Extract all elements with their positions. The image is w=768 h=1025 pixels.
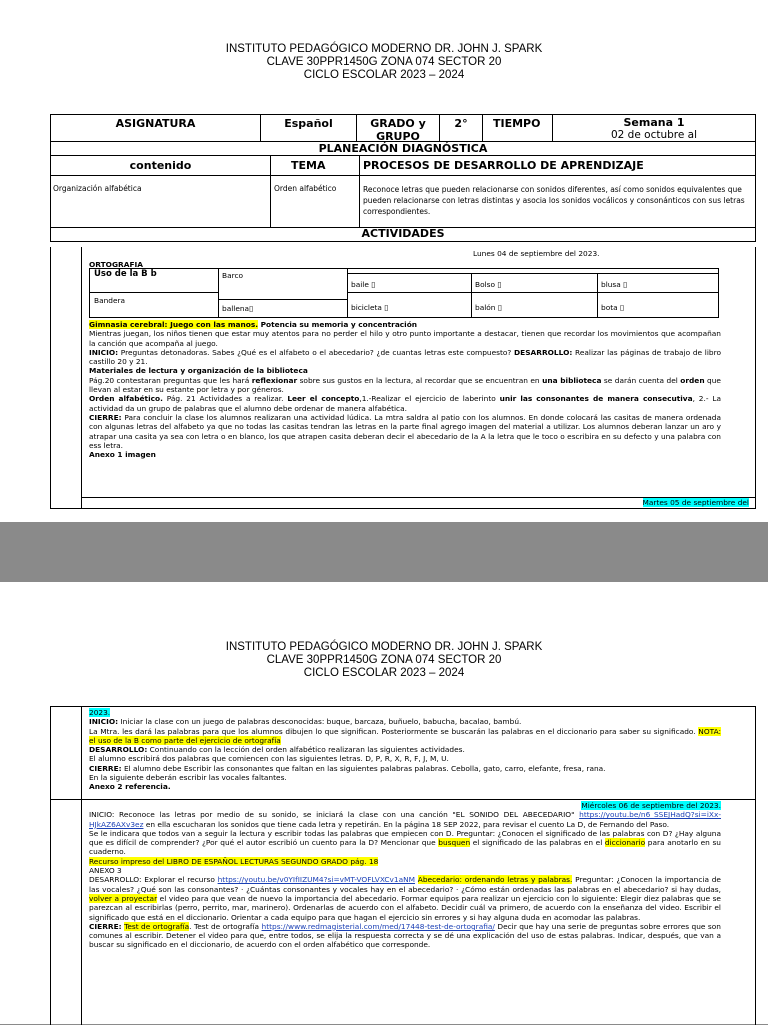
day2-body (89, 708, 721, 792)
word-blusa: blusa ▯ (598, 273, 718, 293)
word-bolso: Bolso ▯ (472, 273, 598, 293)
gimnasia-line: Gimnasia cerebral: Juego con las manos. Potencia su memoria y concentración (89, 320, 418, 329)
day3-date-line: Miércoles 06 de septiembre del 2023. (581, 801, 721, 810)
semana-date: 02 de octubre al (610, 129, 698, 141)
contenido-value: Organización alfabética (51, 176, 271, 228)
page-header (0, 43, 768, 82)
semana-label: Semana 1 (623, 116, 685, 129)
word-baile: baile ▯ (348, 273, 472, 293)
orden-paragraph: Orden alfabético. Pág. 21 Actividades a realizar. Leer el concepto,1.-Realizar el ejercicio de laberinto unir las consonantes de manera consecutiva, 2.- La actividad da un grupo de palabras que el alumno debe ordenar de manera alfabética. (89, 394, 721, 413)
day2-year: 2023. (89, 708, 111, 717)
anexo3-label: ANEXO 3 (89, 866, 122, 876)
asignatura-label: ASIGNATURA (51, 115, 261, 142)
planeacion-title: PLANEACIÓN DIAGNÓSTICA (51, 142, 755, 156)
words-table (89, 268, 719, 318)
next-day-date: Martes 05 de septiembre del (642, 498, 749, 507)
gimnasia-desc: Mientras juegan, los niños tienen que estar muy atentos para no perder el hilo y otro punto importante a destacar, tienen que recordar los movimientos que acompañan la canción que acompaña al juego. (89, 329, 721, 348)
ortografia-heading: ORTOGRAFIA (89, 260, 143, 269)
day2-inicio: INICIO: Iniciar la clase con un juego de palabras desconocidas: buque, barcaza, buñuelo, babucha, bacalao, bambú. (89, 717, 522, 727)
word-barco: Barco (219, 269, 348, 317)
planning-table (50, 114, 756, 242)
school-year: CICLO ESCOLAR 2023 – 2024 (303, 69, 465, 81)
day3-p3: DESARROLLO: Explorar el recurso https://youtu.be/v0YIfIIZUM4?si=vMT-VOFLVXCv1aNM Abecedario: ordenando letras y palabras. Preguntar: ¿Conocen la importancia de las vocales? ¿Qué son las consonantes? · ¿Cuántas consonantes y vocales hay en el abecedario? · ¿Cómo están ordenadas las palabras en el abecedario? si hay dudas, volver a proyectar el video para que vean de nuevo la importancia del abecedario. Formar equipos para realizar un ejercicio con lo siguiente: Elegir diez palabras que se parezcan al escribirlas (perro, perrito, mar, marinero). Ordenarlas de acuerdo con el alfabeto. Decidir cuál va primero, de acuerdo con la enseñanza del video. Escribir el significado que está en el diccionario. Orientar a cada equipo para que hagan el ejercicio sin errores y si hay alguna duda en acomodar las palabras. (89, 875, 721, 922)
tiempo-label: TIEMPO (483, 115, 553, 142)
grado-value: 2° (440, 115, 483, 142)
semana-cell (553, 115, 755, 142)
school-year-2: CICLO ESCOLAR 2023 – 2024 (303, 667, 465, 679)
word-bandera: Bandera (90, 293, 219, 317)
video-link-2[interactable]: https://youtu.be/v0YIfIIZUM4?si=vMT-VOFLVXCv1aNM (217, 875, 416, 885)
document-page-2 (0, 582, 768, 1024)
word-balon: balón ▯ (472, 293, 598, 317)
day3-cierre: CIERRE: Test de ortografía. Test de ortografía https://www.redmagisterial.com/med/17448-test-de-ortografia/ Decir que hay una serie de preguntas sobre errores que son comunes al escribir. Detener el video para que, entre todos, se elija la respuesta correcta y se dé una explicación del uso de estas palabras. Indicar, después, que van a buscar su significado en el diccionario, de acuerdo con el orden alfabético que corresponde. (89, 921, 721, 950)
materiales-heading: Materiales de lectura y organización de la biblioteca (89, 366, 308, 376)
day3-p2: Se le indicara que todos van a seguir la lectura y escribir todas las palabras que empiecen con D. Preguntar: ¿Conocen el significado de las palabras con D? ¿Hay alguna que es difícil de comprender? ¿Por qué el autor escribió un cuento para la D? Mencionar que busquen el significado de las palabras en el diccionario para anotarlo en su cuaderno. (89, 828, 721, 857)
day3-body (89, 801, 721, 950)
day2-p3: En la siguiente deberán escribir las vocales faltantes. (89, 773, 287, 783)
uso-cell: Uso de la B b (90, 269, 219, 293)
anexo2-label: Anexo 2 referencia. (89, 782, 171, 792)
tema-value: Orden alfabético (271, 176, 360, 228)
tema-label: TEMA (271, 156, 360, 176)
inicio-paragraph: INICIO: Preguntas detonadoras. Sabes ¿Qué es el alfabeto o el abecedario? ¿de cuantas letras este compuesto? DESARROLLO: Realizar las páginas de trabajo de libro castillo 20 y 21. (89, 347, 721, 367)
word-bota: bota ▯ (601, 303, 625, 312)
day2-desarrollo: DESARROLLO: Continuando con la lección del orden alfabético realizaran las siguientes actividades. (89, 745, 465, 755)
school-name: INSTITUTO PEDAGÓGICO MODERNO DR. JOHN J. SPARK (225, 43, 543, 55)
day2-p2: El alumno escribirá dos palabras que comiencen con las siguientes letras. D, P, R, X, R, F, J, M, U. (89, 754, 449, 764)
word-bicicleta: bicicleta ▯ (348, 293, 472, 317)
word-ballena: ballena▯ (219, 299, 348, 317)
video-link-1[interactable]: https://youtu.be/n6_SSEJHadQ?si=iXx-HJkAZ6AXv3ez (89, 810, 721, 829)
school-key-2: CLAVE 30PPR1450G ZONA 074 SECTOR 20 (266, 654, 502, 666)
contenido-label: contenido (51, 156, 271, 176)
day1-body (89, 320, 721, 459)
asignatura-value: Español (261, 115, 357, 142)
grado-label: GRADO y GRUPO (357, 115, 440, 142)
day1-date: Lunes 04 de septiembre del 2023. (473, 249, 600, 258)
test-link[interactable]: https://www.redmagisterial.com/med/17448-test-de-ortografia/ (261, 921, 495, 931)
activities-section (50, 247, 756, 509)
school-name-2: INSTITUTO PEDAGÓGICO MODERNO DR. JOHN J. SPARK (225, 641, 543, 653)
page-header-2 (0, 641, 768, 680)
day2-cierre: CIERRE: El alumno debe Escribir las consonantes que faltan en las siguientes palabras palabras. Cebolla, gato, carro, elefante, fresa, rana. (89, 763, 606, 773)
actividades-title: ACTIVIDADES (361, 227, 445, 240)
procesos-value: Reconoce letras que pueden relacionarse con sonidos diferentes, así como sonidos equivalentes que pueden relacionarse con letras distintas y asocia los sonidos vocálicos y consonánticos con sus letras correspondientes. (360, 176, 755, 228)
anexo1-label: Anexo 1 imagen (89, 450, 156, 460)
day3-p1: INICIO: Reconoce las letras por medio de su sonido, se iniciará la clase con una canción "EL SONIDO DEL ABECEDARIO" https://youtu.be/n6_SSEJHadQ?si=iXx-HJkAZ6AXv3ez en ella escucharan los sonidos que tiene cada letra y repetirán. En la página 18 SEP 2022, para revisar el cuento La D, de Fernando del Paso. (89, 810, 721, 829)
cierre-paragraph: CIERRE: Para concluir la clase los alumnos realizaran una actividad lúdica. La mtra saldra al patio con los alumnos. En donde colocará las casitas de manera ordenada con algunas letras del alfabeto ya que no todas las casitas tendran las letras en la parte final agrego imagen del material a utilizar. Los alumnos deberan lanzar un aro y atrapar una casita ya sea con letra o en blanco, los que atrapen casita deberan decir el abecedario de la A la letra que le toco o escribira en su defecto y una palabra con ess letra. (89, 412, 721, 450)
day3-recurso: Recurso impreso del LIBRO DE ESPAÑOL LECTURAS SEGUNDO GRADO pág. 18 (89, 856, 379, 866)
day2-p1: La Mtra. les dará las palabras para que los alumnos dibujen lo que significan. Posteriormente se buscarán las palabras en el diccionario para saber su significado. NOTA: el uso de la B como parte del ejercicio de ortografía (89, 726, 721, 745)
school-key: CLAVE 30PPR1450G ZONA 074 SECTOR 20 (266, 56, 502, 68)
activities-section-2 (50, 706, 756, 1025)
pag20-paragraph: Pág.20 contestaran preguntas que les hará reflexionar sobre sus gustos en la lectura, al recordar que se encuentran en una biblioteca se darán cuenta del orden que llevan al estar en su estante por letra y por géneros. (89, 375, 721, 395)
procesos-label: PROCESOS DE DESARROLLO DE APRENDIZAJE (360, 156, 755, 176)
